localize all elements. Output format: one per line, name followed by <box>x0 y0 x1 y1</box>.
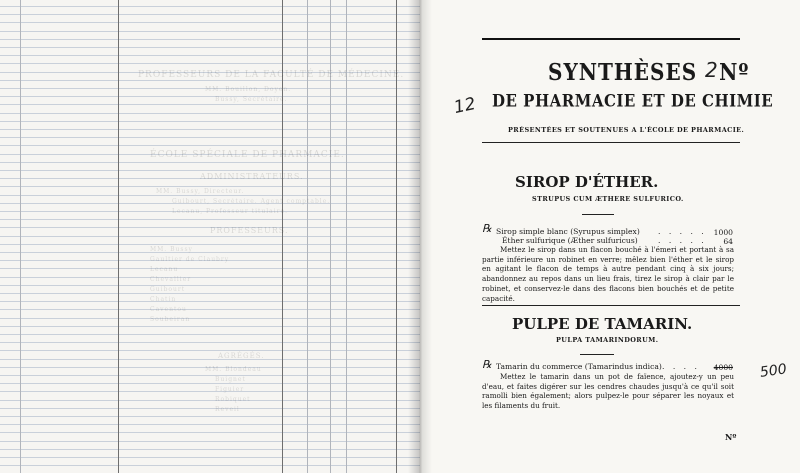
ledger-row-line <box>0 350 420 351</box>
ledger-row-line <box>0 236 420 237</box>
ledger-column-line <box>118 0 119 473</box>
ledger-row-line <box>0 219 420 220</box>
ledger-row-line <box>0 121 420 122</box>
recipe-title: PULPE DE TAMARIN. <box>512 315 693 333</box>
title-number-label: Nº <box>719 58 750 86</box>
ghost-text: Lecanu, Professeur titulaire. <box>172 208 288 215</box>
ledger-row-line <box>0 63 420 64</box>
ghost-text: Soubeiran <box>150 316 191 323</box>
handwritten-number: 12 <box>452 93 478 119</box>
ledger-row-line <box>0 268 420 269</box>
ledger-row-line <box>0 285 420 286</box>
ledger-row-line <box>0 416 420 417</box>
ghost-text: Chevallier <box>150 276 192 283</box>
ledger-row-line <box>0 39 420 40</box>
ghost-text: Robiquet <box>215 396 251 403</box>
ghost-text: MM. Bouillon, Doyen. <box>205 86 292 93</box>
handwritten-title-mark: 2 <box>705 58 718 82</box>
ghost-text: Guibourt <box>150 286 186 293</box>
leader-dots: . . . . . <box>658 236 707 245</box>
page-subtitle: DE PHARMACIE ET DE CHIMIE <box>492 91 774 111</box>
ghost-text: PROFESSEURS. <box>210 226 289 235</box>
ledger-row-line <box>0 96 420 97</box>
ornament-rule <box>580 354 614 355</box>
ghost-text: Bussy, Secrétaire. <box>215 96 288 103</box>
recipe-method: Mettez le tamarin dans un pot de faïence, ajoutez-y un peu d'eau, et faites digérer sur les cendres chaudes jusqu'à ce qu'il soit ramolli bien également; alors pulpez-le pour séparer les noyaux et les filaments du fruit. <box>482 372 734 411</box>
ledger-row-line <box>0 375 420 376</box>
ingredient-name: Sirop simple blanc (Syrupus simplex) <box>496 227 640 236</box>
ledger-row-line <box>0 145 420 146</box>
ledger-row-line <box>0 80 420 81</box>
ghost-text: Figuier <box>215 386 245 393</box>
ingredient-qty-struck: 4000 <box>713 363 733 372</box>
ledger-row-line <box>0 31 420 32</box>
ledger-row-line <box>0 170 420 171</box>
ledger-row-line <box>0 252 420 253</box>
recipe-latin-name: PULPA TAMARINDORUM. <box>556 336 659 344</box>
recipe-title: SIROP D'ÉTHER. <box>515 173 659 191</box>
ledger-row-line <box>0 6 420 7</box>
ledger-row-line <box>0 186 420 187</box>
leader-dots: . . . . <box>662 362 700 371</box>
ledger-row-line <box>0 129 420 130</box>
ghost-text: Reveil <box>215 406 240 413</box>
ghost-text: Buignet <box>215 376 246 383</box>
header-rule <box>482 38 740 40</box>
ghost-text: Gaultier de Claubry <box>150 256 230 263</box>
ledger-row-line <box>0 14 420 15</box>
ledger-row-line <box>0 47 420 48</box>
ingredient-name: Tamarin du commerce (Tamarindus indica) <box>496 362 662 371</box>
ledger-row-line <box>0 113 420 114</box>
page-title <box>548 58 749 86</box>
right-page <box>420 0 800 473</box>
ghost-text: AGRÉGÉS. <box>218 352 265 360</box>
ghost-text: MM. Bussy <box>150 246 193 253</box>
ledger-row-line <box>0 408 420 409</box>
ornament-rule <box>582 214 614 215</box>
ghost-text: Guibourt, Secrétaire. Agent comptable. <box>172 198 331 205</box>
ledger-column-line <box>20 0 21 473</box>
ghost-text: ADMINISTRATEURS. <box>200 172 304 181</box>
title-text: SYNTHÈSES <box>548 58 698 86</box>
ledger-row-line <box>0 441 420 442</box>
ghost-text: Chatin <box>150 296 177 303</box>
ingredient-qty: 64 <box>723 237 733 246</box>
ledger-row-line <box>0 137 420 138</box>
leader-dots: . . . . . <box>658 227 707 236</box>
ledger-row-line <box>0 293 420 294</box>
ledger-row-line <box>0 342 420 343</box>
ledger-row-line <box>0 432 420 433</box>
ledger-row-line <box>0 277 420 278</box>
section-rule <box>482 142 740 143</box>
ledger-row-line <box>0 465 420 466</box>
ledger-row-line <box>0 391 420 392</box>
ghost-text: PROFESSEURS DE LA FACULTÉ DE MÉDECINE. <box>138 70 405 80</box>
recipe-symbol: ℞ <box>482 222 492 235</box>
ledger-row-line <box>0 22 420 23</box>
ledger-row-line <box>0 326 420 327</box>
presented-line: PRÉSENTÉES ET SOUTENUES A L'ÉCOLE DE PHARMACIE. <box>508 126 745 134</box>
handwritten-correction: 500 <box>759 361 788 381</box>
ledger-row-line <box>0 400 420 401</box>
section-rule <box>482 305 740 306</box>
ledger-row-line <box>0 359 420 360</box>
ledger-row-line <box>0 424 420 425</box>
footer-number-label: Nº <box>725 432 737 442</box>
ghost-text: MM. Bussy, Directeur. <box>156 188 245 195</box>
ghost-text: MM. Blondeau <box>205 366 262 373</box>
recipe-latin-name: STRUPUS CUM ÆTHERE SULFURICO. <box>532 195 684 203</box>
ingredient-name: Éther sulfurique (Æther sulfuricus) <box>502 236 638 245</box>
ledger-row-line <box>0 301 420 302</box>
ghost-text: Caventou <box>150 306 187 313</box>
ledger-row-line <box>0 318 420 319</box>
ledger-row-line <box>0 162 420 163</box>
ghost-text: ÉCOLE SPÉCIALE DE PHARMACIE. <box>150 150 345 160</box>
recipe-method: Mettez le sirop dans un flacon bouché à l'émeri et portant à sa partie inférieure un robinet en verre; mêlez bien l'éther et le sirop en agitant le flacon de temps à autre pendant cinq à six jours; abandonnez au repos dans un lieu frais, tirez le sirop à clair par le robinet, et conservez-le dans des flacons bien bouchés et de petite capacité. <box>482 245 734 303</box>
ledger-row-line <box>0 449 420 450</box>
ledger-row-line <box>0 244 420 245</box>
ledger-row-line <box>0 383 420 384</box>
ghost-text: Lecanu <box>150 266 179 273</box>
ledger-row-line <box>0 334 420 335</box>
ingredient-qty: 1000 <box>713 228 733 237</box>
ledger-row-line <box>0 457 420 458</box>
ledger-row-line <box>0 309 420 310</box>
ledger-row-line <box>0 55 420 56</box>
recipe-symbol: ℞ <box>482 358 492 371</box>
ledger-row-line <box>0 195 420 196</box>
ledger-row-line <box>0 104 420 105</box>
